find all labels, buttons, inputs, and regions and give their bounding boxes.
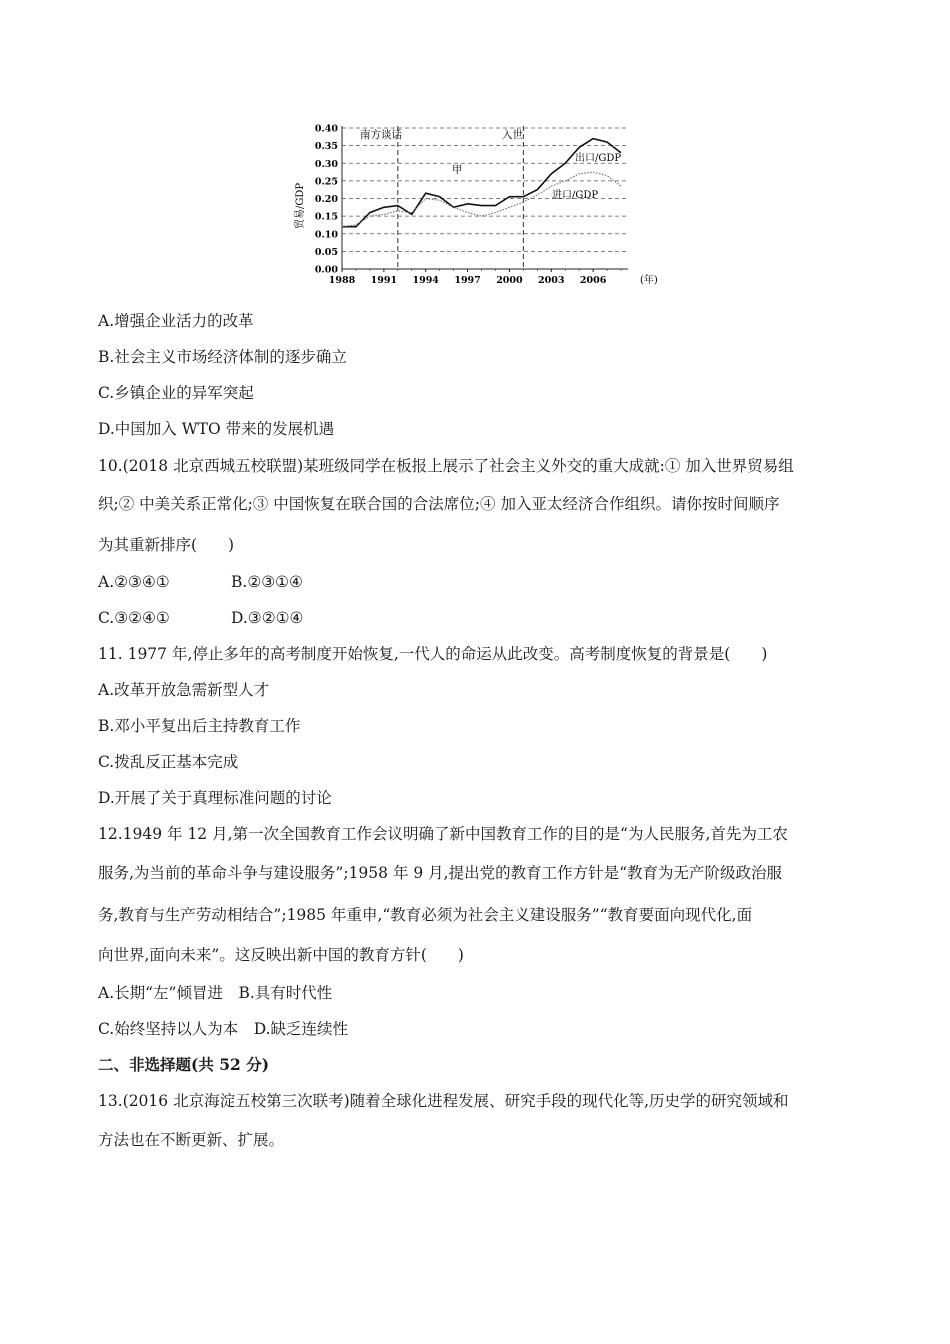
y-tick-label: 0.30 xyxy=(314,158,338,170)
y-tick-label: 0.35 xyxy=(314,141,338,153)
y-tick-label: 0.15 xyxy=(314,211,338,223)
x-tick-label: 2006 xyxy=(579,275,607,286)
q11-option-c: C.拨乱反正基本完成 xyxy=(98,753,239,771)
x-axis-unit: (年) xyxy=(640,275,658,286)
q10-option-c: C.③②④① xyxy=(98,609,170,627)
series-line-export xyxy=(342,139,621,227)
q10-stem-line3: 为其重新排序( ) xyxy=(98,536,235,554)
y-tick-label: 0.20 xyxy=(314,194,338,205)
y-tick-label: 0.10 xyxy=(314,229,338,241)
q10-option-a: A.②③④① xyxy=(98,573,170,591)
q9-option-c: C.乡镇企业的异军突起 xyxy=(98,384,254,402)
event-lines xyxy=(398,126,524,269)
x-tick-label: 2000 xyxy=(496,275,523,286)
x-tick-label: 2003 xyxy=(538,275,565,286)
chart-svg xyxy=(290,118,662,294)
y-tick-label: 0.40 xyxy=(314,123,338,135)
section-heading: 二、非选择题(共 52 分) xyxy=(98,1055,270,1074)
q9-option-a: A.增强企业活力的改革 xyxy=(98,312,254,330)
annotation-wto: 入世 xyxy=(502,129,523,141)
y-tick-label: 0.00 xyxy=(314,264,338,276)
q9-option-b: B.社会主义市场经济体制的逐步确立 xyxy=(98,348,347,366)
q13-stem-line1: 13.(2016 北京海淀五校第三次联考)随着全球化进程发展、研究手段的现代化等,历史学的研究领域和 xyxy=(98,1092,789,1110)
q11-option-a: A.改革开放急需新型人才 xyxy=(98,681,270,699)
q13-stem-line2: 方法也在不断更新、扩展。 xyxy=(98,1131,285,1149)
q12-options-row2: C.始终坚持以人为本 D.缺乏连续性 xyxy=(98,1020,349,1038)
q10-stem-line1: 10.(2018 北京西城五校联盟)某班级同学在板报上展示了社会主义外交的重大成就:① 加入世界贸易组 xyxy=(98,457,794,475)
q11-stem: 11. 1977 年,停止多年的高考制度开始恢复,一代人的命运从此改变。高考制度恢复的背景是( ) xyxy=(98,645,768,663)
chart-ticks xyxy=(315,124,621,287)
chart-series xyxy=(342,139,621,227)
q10-option-d: D.③②①④ xyxy=(231,609,304,627)
q12-options-row1: A.长期“左”倾冒进 B.具有时代性 xyxy=(98,984,333,1002)
x-tick-label: 1994 xyxy=(412,275,439,286)
q12-stem-line1: 12.1949 年 12 月,第一次全国教育工作会议明确了新中国教育工作的目的是“为人民服务,首先为工农 xyxy=(98,825,788,843)
x-tick-label: 1997 xyxy=(454,275,481,286)
q12-stem-line3: 务,教育与生产劳动相结合”;1985 年重申,“教育必须为社会主义建设服务”“教育要面向现代化,面 xyxy=(98,906,753,924)
annotation-jia: 甲 xyxy=(452,164,463,176)
q11-option-b: B.邓小平复出后主持教育工作 xyxy=(98,717,301,735)
q9-option-d: D.中国加入 WTO 带来的发展机遇 xyxy=(98,420,335,438)
x-tick-label: 1988 xyxy=(328,275,356,286)
q10-option-b: B.②③①④ xyxy=(231,573,303,591)
legend-import: 进口/GDP xyxy=(552,190,599,201)
q11-option-d: D.开展了关于真理标准问题的讨论 xyxy=(98,789,332,807)
legend-export: 出口/GDP xyxy=(575,153,622,164)
x-tick-label: 1991 xyxy=(370,275,398,286)
trade-gdp-chart xyxy=(290,118,662,294)
y-tick-label: 0.25 xyxy=(314,176,338,188)
y-tick-label: 0.05 xyxy=(314,246,338,258)
q10-stem-line2: 织;② 中美关系正常化;③ 中国恢复在联合国的合法席位;④ 加入亚太经济合作组织。请你按时间顺序 xyxy=(98,495,780,513)
q12-stem-line2: 服务,为当前的革命斗争与建设服务”;1958 年 9 月,提出党的教育工作方针是“教育为无产阶级政治服 xyxy=(98,864,783,882)
q12-stem-line4: 向世界,面向未来”。这反映出新中国的教育方针( ) xyxy=(98,946,464,964)
annotation-south-talk: 南方谈话 xyxy=(360,129,402,141)
y-axis-label: 贸易/GDP xyxy=(295,182,306,230)
